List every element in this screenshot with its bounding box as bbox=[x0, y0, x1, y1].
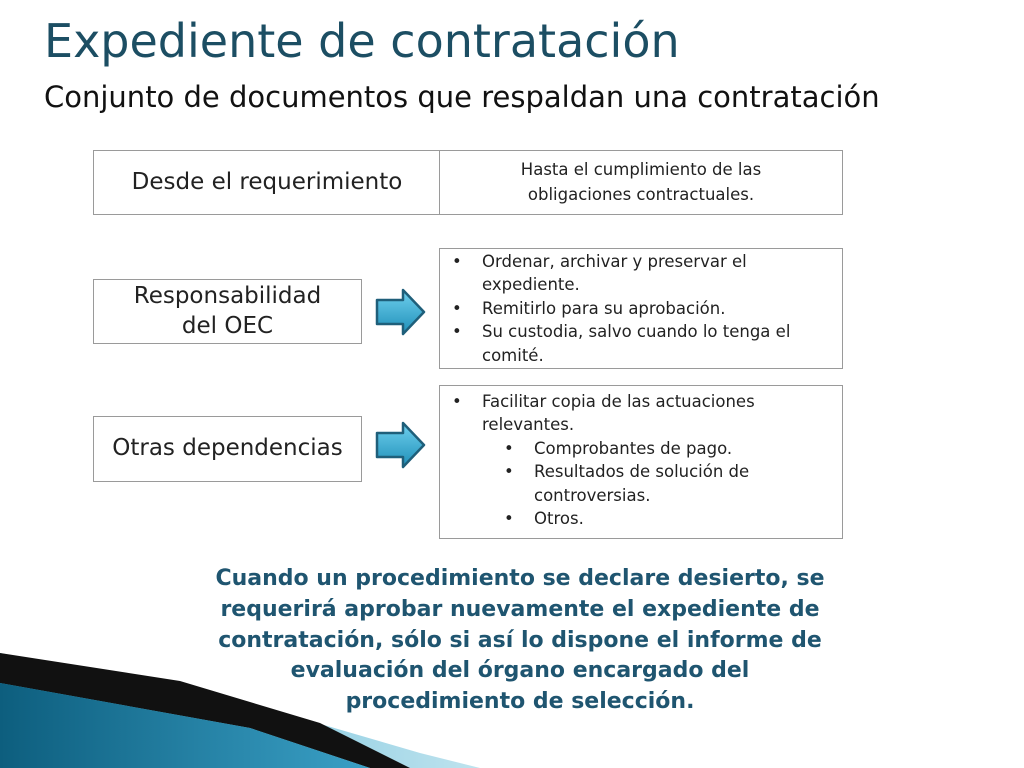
other-departments-label: Otras dependencias bbox=[112, 435, 343, 462]
oec-duties-list bbox=[440, 250, 842, 367]
until-compliance-box bbox=[439, 150, 843, 215]
other-departments-duties-box bbox=[439, 385, 843, 539]
page-title: Expediente de contratación bbox=[44, 14, 680, 68]
list-subitem: • Resultados de solución de controversias. bbox=[440, 460, 842, 507]
until-compliance-line-2: obligaciones contractuales. bbox=[527, 184, 755, 204]
list-item: • Ordenar, archivar y preservar el expediente. bbox=[440, 250, 842, 297]
until-compliance-line-1: Hasta el cumplimiento de las bbox=[520, 159, 762, 179]
oec-duties-box bbox=[439, 248, 843, 369]
decorative-swoosh bbox=[0, 643, 520, 768]
page-subtitle: Conjunto de documentos que respaldan una contratación bbox=[44, 80, 880, 114]
oec-responsibility-line-1: Responsabilidad bbox=[133, 282, 322, 309]
from-requirement-box bbox=[93, 150, 441, 215]
list-item: • Remitirlo para su aprobación. bbox=[440, 297, 842, 320]
list-item: • Su custodia, salvo cuando lo tenga el comité. bbox=[440, 320, 842, 367]
from-requirement-label: Desde el requerimiento bbox=[131, 168, 403, 195]
desert-procedure-note: Cuando un procedimiento se declare desierto, se requerirá aprobar nuevamente el expediente de contratación, sólo si así lo dispone el informe de evaluación del órgano encargado del procedimiento de selección. bbox=[215, 566, 825, 715]
other-departments-box bbox=[93, 416, 362, 482]
arrow-right-icon bbox=[374, 287, 428, 337]
list-subitem: • Comprobantes de pago. bbox=[440, 437, 842, 460]
list-item: • Facilitar copia de las actuaciones relevantes. bbox=[440, 390, 842, 437]
oec-responsibility-line-2: del OEC bbox=[181, 312, 274, 339]
oec-responsibility-box bbox=[93, 279, 362, 344]
other-departments-duties-list bbox=[440, 390, 842, 531]
arrow-right-icon bbox=[374, 420, 428, 470]
list-subitem: • Otros. bbox=[440, 507, 842, 530]
